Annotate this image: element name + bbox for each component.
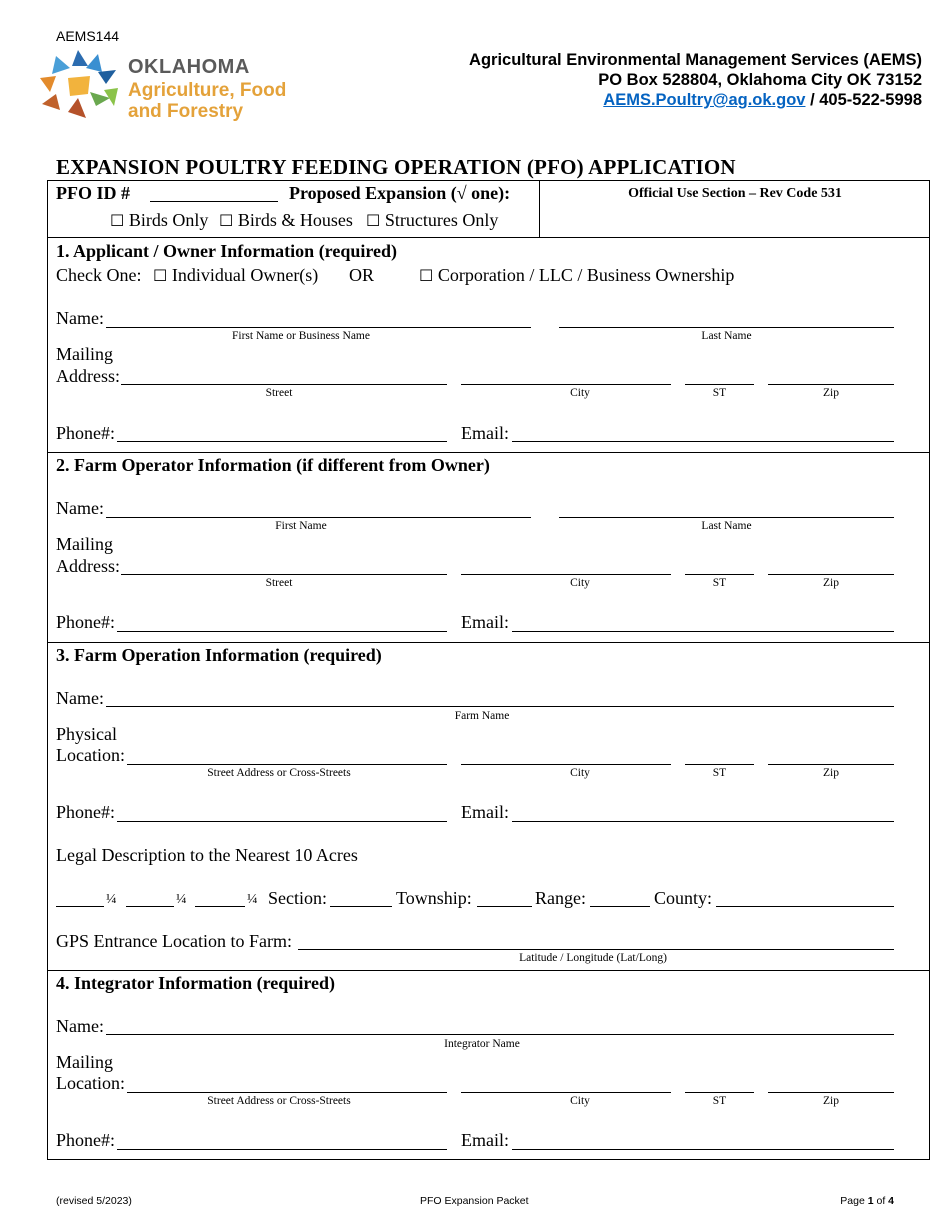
s2-city-field[interactable] [461, 574, 671, 575]
quarter-label-2: ¼ [176, 892, 187, 907]
s4-zip-caption: Zip [823, 1095, 839, 1107]
s3-zip-caption: Zip [823, 767, 839, 779]
document-id: AEMS144 [56, 28, 120, 44]
s2-name-label: Name: [56, 498, 104, 518]
range-label: Range: [535, 888, 586, 908]
s1-address-label: Address: [56, 366, 120, 386]
divider-2 [47, 452, 930, 453]
s1-name-label: Name: [56, 308, 104, 328]
option-corporation[interactable] [419, 265, 734, 286]
s1-city-field[interactable] [461, 384, 671, 385]
s2-phone-label: Phone#: [56, 612, 116, 632]
s3-phone-field[interactable] [117, 821, 447, 822]
checkbox-birds-houses[interactable]: ☐ [219, 211, 234, 230]
s4-street-field[interactable] [127, 1092, 447, 1093]
s4-city-caption: City [570, 1095, 590, 1107]
s3-physical-label: Physical [56, 724, 117, 744]
s2-first-name-caption: First Name [275, 520, 327, 532]
s2-zip-caption: Zip [823, 577, 839, 589]
option-birds-only[interactable] [110, 210, 208, 231]
s1-street-field[interactable] [121, 384, 447, 385]
s1-mailing-label: Mailing [56, 344, 113, 364]
range-field[interactable] [590, 906, 650, 907]
footer-packet: PFO Expansion Packet [420, 1195, 529, 1207]
s1-st-caption: ST [712, 387, 727, 399]
divider-1 [47, 237, 930, 238]
s3-street-caption: Street Address or Cross-Streets [207, 767, 351, 779]
logo-oklahoma-text: OKLAHOMA [128, 56, 250, 78]
logo-agriculture-text: Agriculture, Food [128, 80, 287, 101]
s4-integrator-name-caption: Integrator Name [444, 1038, 520, 1050]
footer-page-mid: of [873, 1195, 889, 1207]
quarter-field-3[interactable] [195, 906, 245, 907]
quarter-label-1: ¼ [106, 892, 117, 907]
s2-email-label: Email: [461, 612, 509, 632]
s4-location-label: Location: [56, 1073, 125, 1093]
agency-name: Agricultural Environmental Management Services (AEMS) [469, 51, 922, 69]
footer-revised: (revised 5/2023) [56, 1195, 132, 1207]
option-birds-only-label: Birds Only [128, 210, 209, 230]
s2-mailing-label: Mailing [56, 534, 113, 554]
s2-last-name-field[interactable] [559, 517, 894, 518]
s2-street-field[interactable] [121, 574, 447, 575]
s4-st-caption: ST [712, 1095, 727, 1107]
s2-street-caption: Street [265, 577, 293, 589]
quarter-field-1[interactable] [56, 906, 104, 907]
s3-email-label: Email: [461, 802, 509, 822]
s4-city-field[interactable] [461, 1092, 671, 1093]
s3-street-field[interactable] [127, 764, 447, 765]
agency-email-link[interactable]: AEMS.Poultry@ag.ok.gov [603, 91, 806, 109]
logo-forestry-text: and Forestry [128, 101, 244, 122]
corporation-label: Corporation / LLC / Business Ownership [437, 265, 735, 285]
s1-last-name-field[interactable] [559, 327, 894, 328]
checkbox-corporation[interactable]: ☐ [419, 266, 434, 285]
option-birds-houses[interactable] [219, 210, 353, 231]
section-label: Section: [268, 888, 327, 908]
s4-zip-field[interactable] [768, 1092, 894, 1093]
footer-page-number [840, 1195, 894, 1207]
s1-last-name-caption: Last Name [701, 330, 752, 342]
section-field[interactable] [330, 906, 392, 907]
section1-title: 1. Applicant / Owner Information (required) [56, 241, 398, 261]
s2-zip-field[interactable] [768, 574, 894, 575]
s3-email-field[interactable] [512, 821, 894, 822]
divider-3 [47, 642, 930, 643]
s1-phone-label: Phone#: [56, 423, 116, 443]
pfo-id-field[interactable] [150, 201, 278, 202]
s3-name-label: Name: [56, 688, 104, 708]
s3-st-caption: ST [712, 767, 727, 779]
official-use-label: Official Use Section – Rev Code 531 [628, 186, 842, 201]
s4-st-field[interactable] [685, 1092, 754, 1093]
s3-phone-label: Phone#: [56, 802, 116, 822]
s2-last-name-caption: Last Name [701, 520, 752, 532]
s1-zip-caption: Zip [823, 387, 839, 399]
pfo-id-label: PFO ID # [56, 183, 130, 203]
footer-page-prefix: Page [840, 1195, 868, 1207]
s1-email-label: Email: [461, 423, 509, 443]
s4-email-label: Email: [461, 1130, 509, 1150]
individual-owner-label: Individual Owner(s) [171, 265, 319, 285]
s2-phone-field[interactable] [117, 631, 447, 632]
checkbox-structures-only[interactable]: ☐ [366, 211, 381, 230]
s3-zip-field[interactable] [768, 764, 894, 765]
s1-zip-field[interactable] [768, 384, 894, 385]
s2-first-name-field[interactable] [106, 517, 531, 518]
s2-st-caption: ST [712, 577, 727, 589]
section2-title: 2. Farm Operator Information (if different from Owner) [56, 455, 490, 475]
township-label: Township: [396, 888, 472, 908]
agency-contact [469, 90, 922, 110]
s4-street-caption: Street Address or Cross-Streets [207, 1095, 351, 1107]
s3-farm-name-caption: Farm Name [454, 710, 510, 722]
agency-phone: / 405-522-5998 [805, 91, 922, 109]
s1-street-caption: Street [265, 387, 293, 399]
divider-4 [47, 970, 930, 971]
s4-phone-label: Phone#: [56, 1130, 116, 1150]
s1-city-caption: City [570, 387, 590, 399]
check-one-label: Check One: [56, 265, 142, 285]
footer-page-current: 1 [867, 1195, 874, 1207]
footer-page-total: 4 [888, 1195, 894, 1207]
section4-title: 4. Integrator Information (required) [56, 973, 335, 993]
s3-city-field[interactable] [461, 764, 671, 765]
section3-title: 3. Farm Operation Information (required) [56, 645, 382, 665]
option-structures-only[interactable] [366, 210, 498, 231]
s2-address-label: Address: [56, 556, 120, 576]
s2-city-caption: City [570, 577, 590, 589]
s3-st-field[interactable] [685, 764, 754, 765]
s1-first-name-caption: First Name or Business Name [232, 330, 370, 342]
agency-block [469, 50, 922, 110]
option-birds-houses-label: Birds & Houses [237, 210, 353, 230]
page-title: EXPANSION POULTRY FEEDING OPERATION (PFO) APPLICATION [56, 155, 736, 179]
proposed-expansion-label: Proposed Expansion (√ one): [289, 183, 511, 203]
s1-email-field[interactable] [512, 441, 894, 442]
s4-phone-field[interactable] [117, 1149, 447, 1150]
gps-caption: Latitude / Longitude (Lat/Long) [519, 952, 667, 964]
s3-city-caption: City [570, 767, 590, 779]
s2-email-field[interactable] [512, 631, 894, 632]
agency-address: PO Box 528804, Oklahoma City OK 73152 [598, 71, 922, 89]
s4-name-label: Name: [56, 1016, 104, 1036]
quarter-label-3: ¼ [247, 892, 258, 907]
s1-first-name-field[interactable] [106, 327, 531, 328]
county-label: County: [654, 888, 713, 908]
or-label: OR [349, 265, 375, 285]
gps-field[interactable] [298, 949, 894, 950]
checkbox-birds-only[interactable]: ☐ [110, 211, 125, 230]
s4-email-field[interactable] [512, 1149, 894, 1150]
s3-location-label: Location: [56, 745, 125, 765]
county-field[interactable] [716, 906, 894, 907]
logo-star-icon [38, 48, 126, 124]
s2-st-field[interactable] [685, 574, 754, 575]
s1-st-field[interactable] [685, 384, 754, 385]
s4-integrator-name-field[interactable] [106, 1034, 894, 1035]
s4-mailing-label: Mailing [56, 1052, 113, 1072]
quarter-field-2[interactable] [126, 906, 174, 907]
legal-description-label: Legal Description to the Nearest 10 Acres [56, 845, 358, 865]
township-field[interactable] [477, 906, 532, 907]
s1-phone-field[interactable] [117, 441, 447, 442]
option-structures-only-label: Structures Only [384, 210, 499, 230]
gps-label: GPS Entrance Location to Farm: [56, 931, 292, 951]
option-individual-owner[interactable] [153, 265, 318, 286]
checkbox-individual-owner[interactable]: ☐ [153, 266, 168, 285]
oklahoma-agriculture-logo [38, 48, 318, 124]
s3-farm-name-field[interactable] [106, 706, 894, 707]
